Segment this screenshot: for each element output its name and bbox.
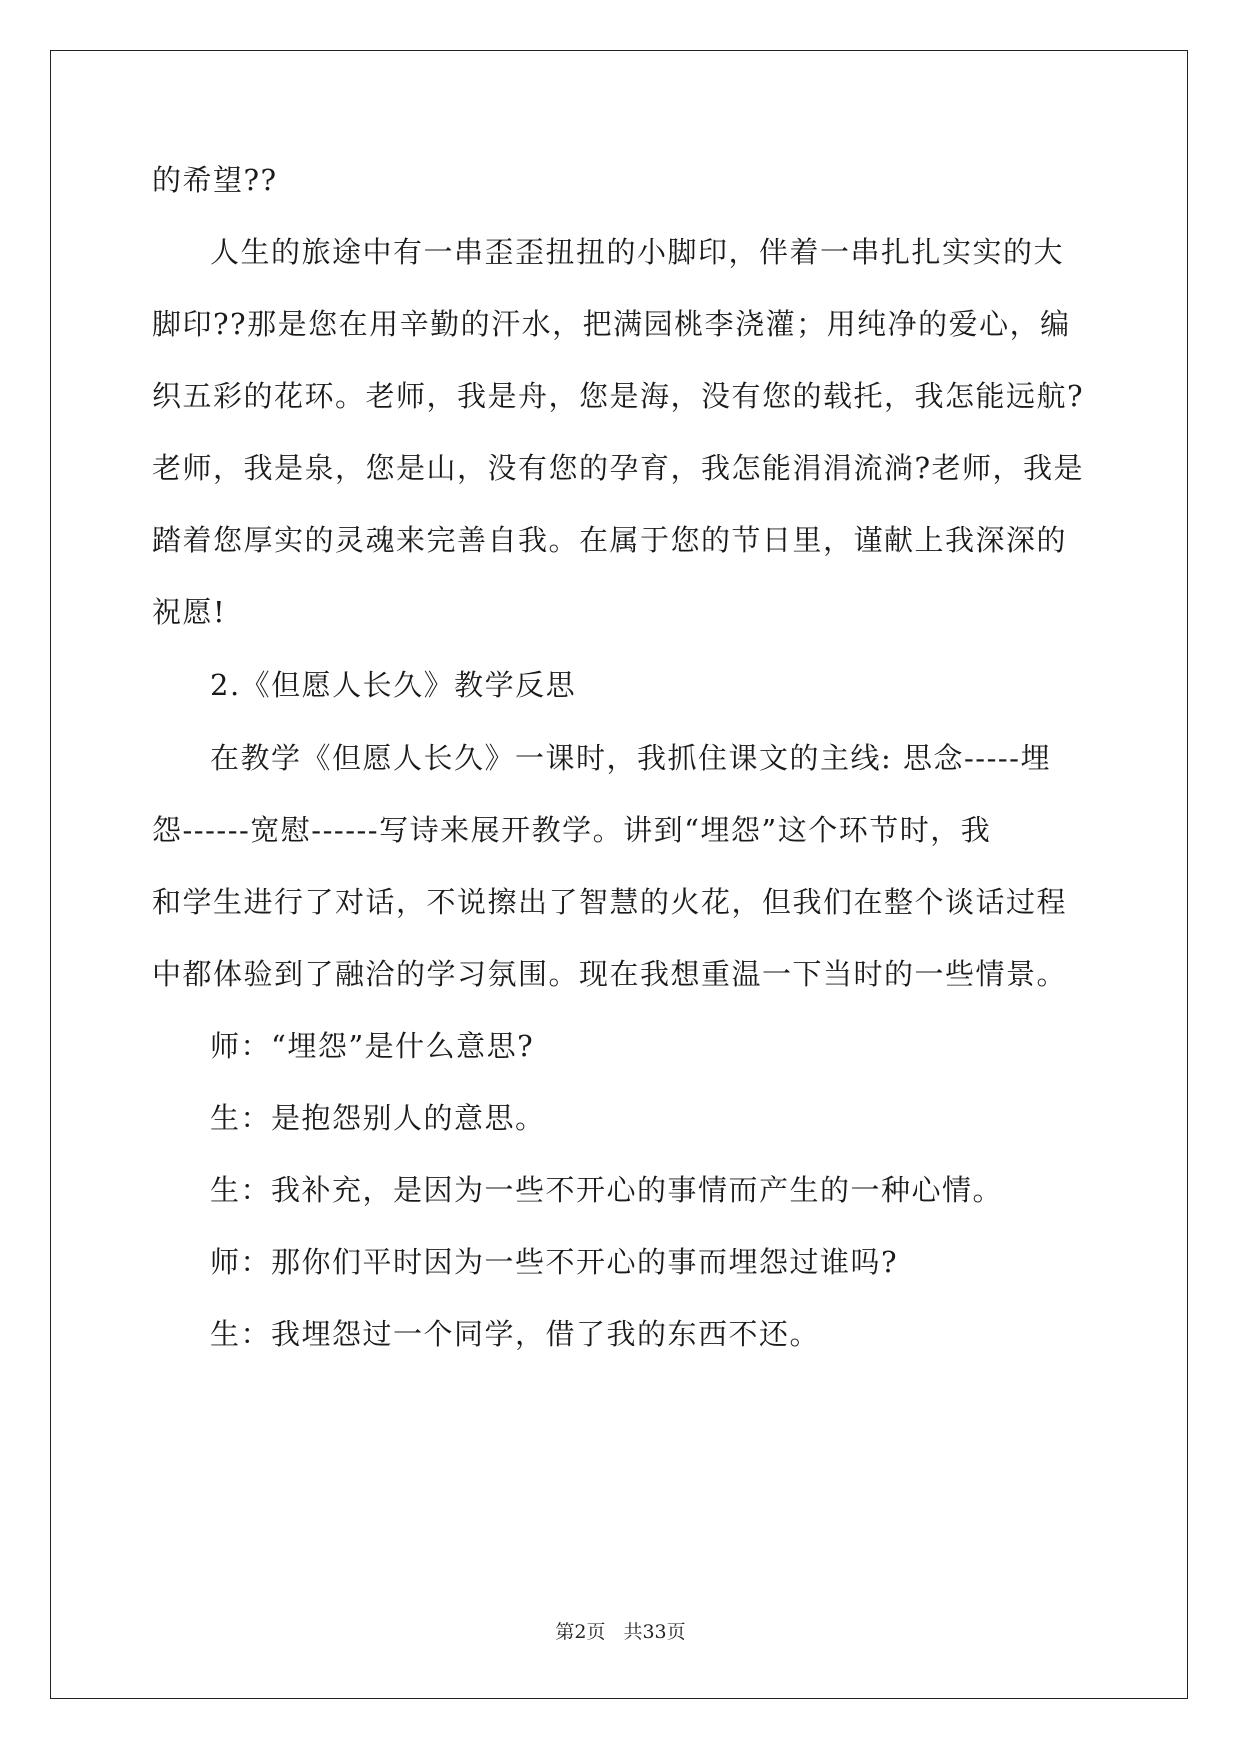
dialogue-line: 师：那你们平时因为一些不开心的事而埋怨过谁吗? bbox=[210, 1245, 899, 1279]
page-border bbox=[50, 50, 1188, 1699]
text-line: 织五彩的花环。老师，我是舟，您是海，没有您的载托，我怎能远航? bbox=[152, 379, 1085, 413]
dialogue-line: 师：“埋怨”是什么意思? bbox=[210, 1029, 535, 1063]
dialogue-line: 生：是抱怨别人的意思。 bbox=[210, 1101, 546, 1135]
text-line: 老师，我是泉，您是山，没有您的孕育，我怎能涓涓流淌?老师，我是 bbox=[152, 451, 1085, 485]
page-number: 第2页 bbox=[555, 1621, 606, 1643]
text-line: 和学生进行了对话，不说擦出了智慧的火花，但我们在整个谈话过程 bbox=[152, 885, 1068, 919]
paragraph-first-line: 人生的旅途中有一串歪歪扭扭的小脚印，伴着一串扎扎实实的大 bbox=[210, 235, 1065, 269]
text-line: 祝愿! bbox=[152, 595, 227, 629]
text-line: 脚印??那是您在用辛勤的汗水，把满园桃李浇灌；用纯净的爱心，编 bbox=[152, 307, 1071, 341]
page-footer bbox=[0, 1620, 1241, 1644]
paragraph-first-line: 在教学《但愿人长久》一课时，我抓住课文的主线: 思念-----埋 bbox=[210, 741, 1051, 775]
dialogue-line: 生：我埋怨过一个同学，借了我的东西不还。 bbox=[210, 1317, 821, 1351]
text-line: 中都体验到了融洽的学习氛围。现在我想重温一下当时的一些情景。 bbox=[152, 957, 1068, 991]
text-line: 的希望?? bbox=[152, 163, 278, 197]
dialogue-line: 生：我补充，是因为一些不开心的事情而产生的一种心情。 bbox=[210, 1173, 1004, 1207]
section-heading: 2.《但愿人长久》教学反思 bbox=[210, 668, 577, 702]
text-line: 踏着您厚实的灵魂来完善自我。在属于您的节日里，谨献上我深深的 bbox=[152, 523, 1068, 557]
text-line: 怨------宽慰------写诗来展开教学。讲到“埋怨”这个环节时，我 bbox=[152, 813, 992, 847]
total-pages: 共33页 bbox=[623, 1621, 686, 1643]
